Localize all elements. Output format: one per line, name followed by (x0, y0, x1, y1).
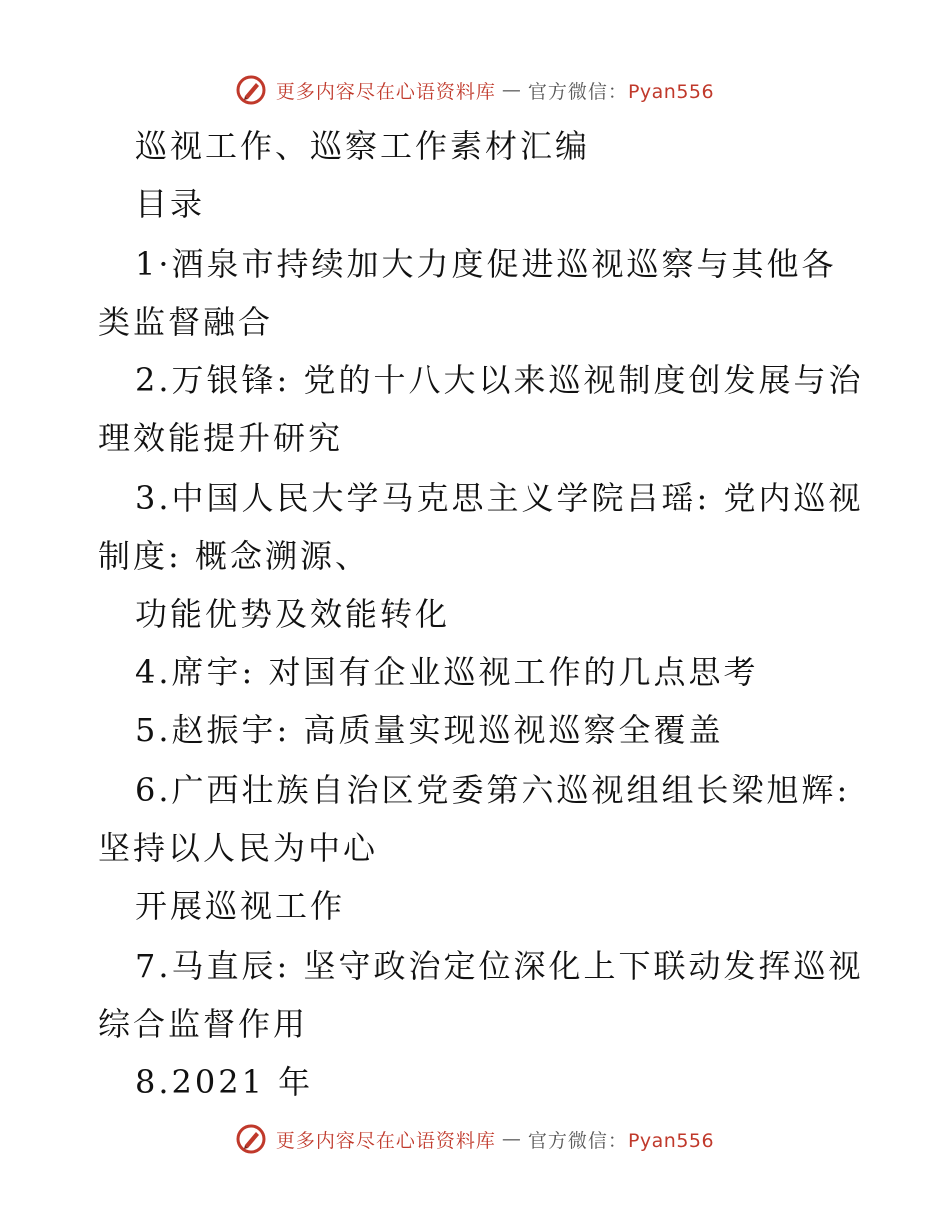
watermark-right (528, 1126, 714, 1153)
toc-line: 2.万银锋: 党的十八大以来巡视制度创发展与治 (135, 361, 864, 399)
footer-watermark (0, 1119, 950, 1159)
watermark-dash: — (501, 1128, 522, 1150)
pen-logo-icon (236, 1124, 266, 1154)
watermark-wechat-id: Pyan556 (627, 1129, 715, 1152)
toc-line: 坚持以人民为中心 (98, 829, 379, 867)
toc-line: 5.赵振宇: 高质量实现巡视巡察全覆盖 (135, 711, 724, 749)
watermark-right-label: 官方微信： (527, 80, 628, 103)
toc-line: 类监督融合 (98, 303, 274, 341)
toc-heading: 目录 (135, 185, 206, 223)
toc-line: 理效能提升研究 (98, 419, 344, 457)
toc-line: 功能优势及效能转化 (135, 595, 451, 633)
toc-line: 综合监督作用 (98, 1005, 309, 1043)
toc-line: 1·酒泉市持续加大力度促进巡视巡察与其他各 (135, 245, 837, 283)
document-title: 巡视工作、巡察工作素材汇编 (135, 127, 591, 165)
toc-line: 7.马直辰: 坚守政治定位深化上下联动发挥巡视 (135, 947, 864, 985)
toc-line: 开展巡视工作 (135, 887, 346, 925)
watermark-dash: — (501, 79, 522, 101)
toc-line: 8.2021 年 (135, 1063, 314, 1101)
watermark-right-label: 官方微信： (527, 1129, 628, 1152)
toc-line: 3.中国人民大学马克思主义学院吕瑶: 党内巡视 (135, 479, 864, 517)
watermark-left-text: 更多内容尽在心语资料库 (275, 1129, 496, 1152)
toc-line: 4.席宇: 对国有企业巡视工作的几点思考 (135, 653, 759, 691)
watermark-left-text: 更多内容尽在心语资料库 (275, 80, 496, 103)
watermark-wechat-id: Pyan556 (627, 80, 715, 103)
toc-line: 制度: 概念溯源、 (98, 537, 370, 575)
toc-line: 6.广西壮族自治区党委第六巡视组组长梁旭辉: (135, 771, 851, 809)
